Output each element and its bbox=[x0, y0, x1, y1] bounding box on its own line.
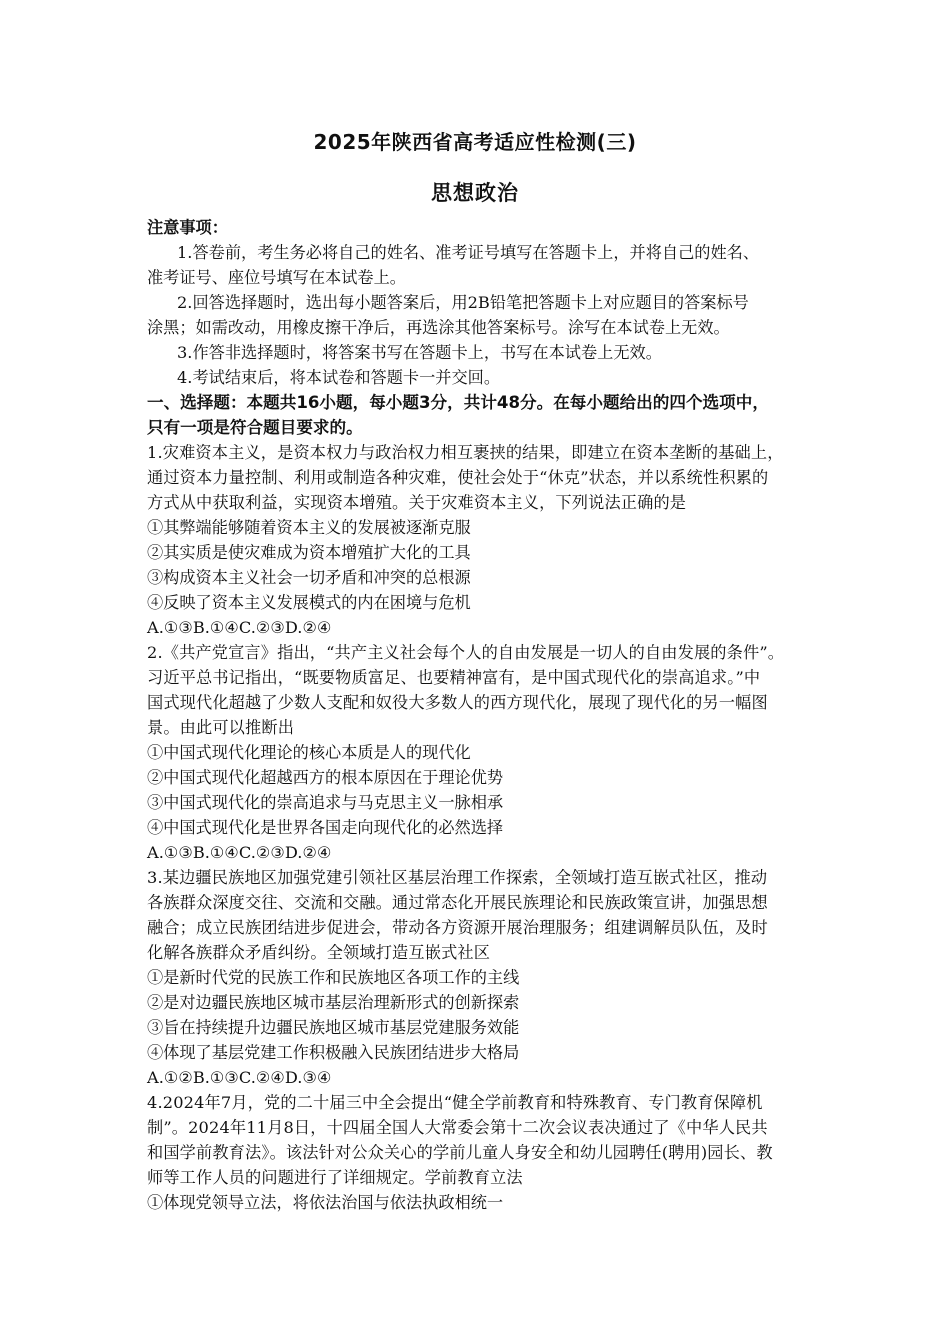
exam-title: 2025年陕西省高考适应性检测(三) bbox=[313, 130, 637, 154]
question-1-options: A.①③B.①④C.②③D.②④ bbox=[147, 618, 332, 637]
question-4-item: ①体现党领导立法，将依法治国与依法执政相统一 bbox=[147, 1193, 504, 1212]
question-2-stem: 国式现代化超越了少数人支配和奴役大多数人的西方现代化，展现了现代化的另一幅图 bbox=[147, 693, 768, 712]
question-2-stem: 习近平总书记指出，“既要物质富足、也要精神富有，是中国式现代化的崇高追求。”中 bbox=[147, 668, 761, 687]
question-2-options: A.①③B.①④C.②③D.②④ bbox=[147, 843, 332, 862]
question-2-item: ③中国式现代化的崇高追求与马克思主义一脉相承 bbox=[147, 793, 504, 812]
question-1-item: ③构成资本主义社会一切矛盾和冲突的总根源 bbox=[147, 568, 471, 587]
question-4-stem: 4.2024年7月，党的二十届三中全会提出“健全学前教育和特殊教育、专门教育保障机 bbox=[147, 1093, 763, 1112]
section-heading: 只有一项是符合题目要求的。 bbox=[147, 418, 363, 437]
notice-line: 涂黑；如需改动，用橡皮擦干净后，再选涂其他答案标号。涂写在本试卷上无效。 bbox=[147, 318, 730, 337]
question-3-stem: 化解各族群众矛盾纠纷。全领域打造互嵌式社区 bbox=[147, 943, 491, 962]
notice-heading: 注意事项： bbox=[147, 218, 228, 237]
question-1-item: ④反映了资本主义发展模式的内在困境与危机 bbox=[147, 593, 471, 612]
question-3-item: ③旨在持续提升边疆民族地区城市基层党建服务效能 bbox=[147, 1018, 520, 1037]
question-2-stem: 2.《共产党宣言》指出，“共产主义社会每个人的自由发展是一切人的自由发展的条件”。 bbox=[147, 643, 785, 662]
question-1-stem: 1.灾难资本主义，是资本权力与政治权力相互裹挟的结果，即建立在资本垄断的基础上， bbox=[147, 443, 784, 462]
question-2-stem: 景。由此可以推断出 bbox=[147, 718, 295, 737]
question-4-stem: 和国学前教育法》。该法针对公众关心的学前儿童人身安全和幼儿园聘任(聘用)园长、教 bbox=[147, 1143, 773, 1162]
question-3-stem: 3.某边疆民族地区加强党建引领社区基层治理工作探索，全领域打造互嵌式社区，推动 bbox=[147, 868, 768, 887]
section-heading: 一、选择题：本题共16小题，每小题3分，共计48分。在每小题给出的四个选项中， bbox=[147, 393, 769, 412]
subject-title: 思想政治 bbox=[431, 181, 519, 205]
question-1-stem: 通过资本力量控制、利用或制造各种灾难，使社会处于“休克”状态，并以系统性积累的 bbox=[147, 468, 769, 487]
question-3-stem: 各族群众深度交往、交流和交融。通过常态化开展民族理论和民族政策宣讲，加强思想 bbox=[147, 893, 768, 912]
question-3-stem: 融合；成立民族团结进步促进会，带动各方资源开展治理服务；组建调解员队伍，及时 bbox=[147, 918, 768, 937]
question-2-item: ②中国式现代化超越西方的根本原因在于理论优势 bbox=[147, 768, 504, 787]
notice-line: 2.回答选择题时，选出每小题答案后，用2B铅笔把答题卡上对应题目的答案标号 bbox=[177, 293, 749, 312]
question-4-stem: 制”。2024年11月8日，十四届全国人大常委会第十二次会议表决通过了《中华人民共 bbox=[147, 1118, 768, 1137]
question-3-item: ②是对边疆民族地区城市基层治理新形式的创新探索 bbox=[147, 993, 520, 1012]
question-1-item: ②其实质是使灾难成为资本增殖扩大化的工具 bbox=[147, 543, 471, 562]
notice-line: 4.考试结束后，将本试卷和答题卡一并交回。 bbox=[177, 368, 501, 387]
question-2-item: ①中国式现代化理论的核心本质是人的现代化 bbox=[147, 743, 471, 762]
question-3-options: A.①②B.①③C.②④D.③④ bbox=[147, 1068, 332, 1087]
question-2-item: ④中国式现代化是世界各国走向现代化的必然选择 bbox=[147, 818, 504, 837]
notice-line: 3.作答非选择题时，将答案书写在答题卡上，书写在本试卷上无效。 bbox=[177, 343, 662, 362]
question-4-stem: 师等工作人员的问题进行了详细规定。学前教育立法 bbox=[147, 1168, 523, 1187]
question-3-item: ①是新时代党的民族工作和民族地区各项工作的主线 bbox=[147, 968, 520, 987]
question-1-item: ①其弊端能够随着资本主义的发展被逐渐克服 bbox=[147, 518, 471, 537]
question-1-stem: 方式从中获取利益，实现资本增殖。关于灾难资本主义，下列说法正确的是 bbox=[147, 493, 687, 512]
notice-line: 准考证号、座位号填写在本试卷上。 bbox=[147, 268, 406, 287]
question-3-item: ④体现了基层党建工作积极融入民族团结进步大格局 bbox=[147, 1043, 520, 1062]
notice-line: 1.答卷前，考生务必将自己的姓名、准考证号填写在答题卡上，并将自己的姓名、 bbox=[177, 243, 760, 262]
